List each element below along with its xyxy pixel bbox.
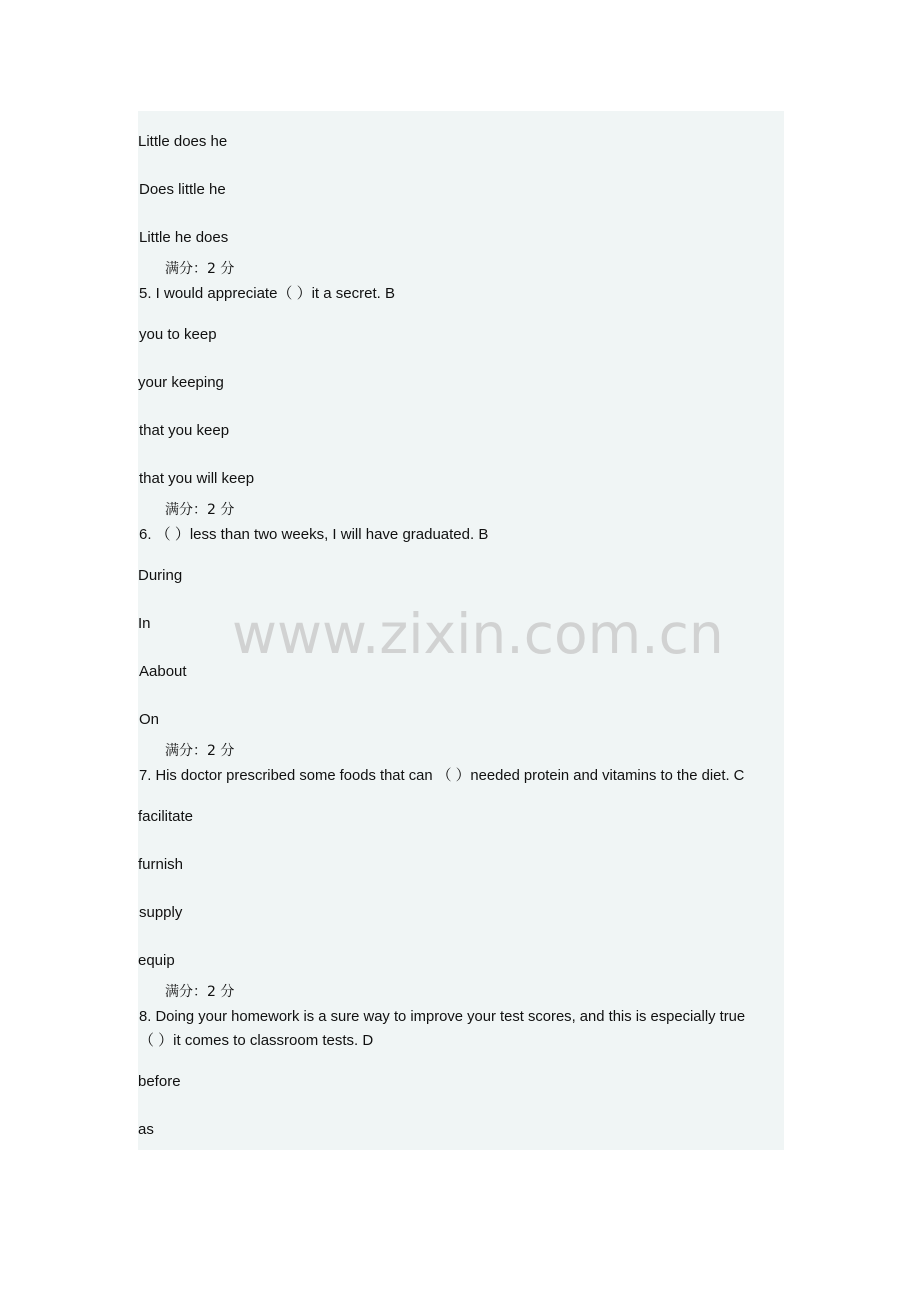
q8-option-a: before: [138, 1073, 181, 1090]
q5-option-d: that you will keep: [139, 470, 255, 487]
q4-option-c: Little he does: [139, 229, 229, 246]
q7-option-a: facilitate: [138, 808, 194, 825]
q5-option-a: you to keep: [139, 326, 217, 343]
q6-option-d: On: [139, 711, 160, 728]
q4-option-a: Little does he: [138, 133, 228, 150]
q4-option-b: Does little he: [139, 181, 226, 198]
q8-question-line2: （ ）it comes to classroom tests. D: [139, 1032, 374, 1049]
q7-option-d: equip: [138, 952, 175, 969]
q5-question: 5. I would appreciate（ ）it a secret. B: [139, 285, 395, 302]
q6-score: 满分：2 分: [165, 743, 235, 759]
q4-score: 满分：2 分: [165, 261, 235, 277]
q8-question-line1: 8. Doing your homework is a sure way to improve your test scores, and this is especially true: [139, 1009, 746, 1025]
q6-option-b: In: [138, 615, 151, 632]
q5-option-c: that you keep: [139, 422, 230, 439]
q7-option-b: furnish: [138, 856, 184, 873]
q7-option-c: supply: [139, 904, 183, 921]
q6-option-c: Aabout: [139, 663, 187, 680]
q6-option-a: During: [138, 567, 183, 584]
q7-question: 7. His doctor prescribed some foods that can （ ）needed protein and vitamins to the diet. C: [139, 768, 745, 784]
q8-option-b: as: [138, 1121, 154, 1138]
q5-score: 满分：2 分: [165, 502, 235, 518]
watermark: www.zixin.com.cn: [232, 602, 724, 666]
q5-option-b: your keeping: [138, 374, 224, 391]
q6-question: 6. （ ）less than two weeks, I will have graduated. B: [139, 526, 489, 543]
q7-score: 满分：2 分: [165, 984, 235, 1000]
